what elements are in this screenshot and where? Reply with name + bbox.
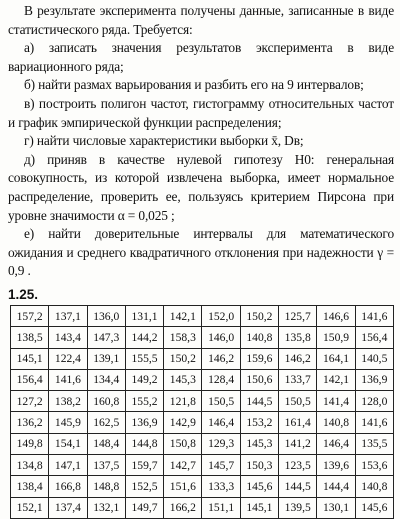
- table-cell: 156,4: [355, 327, 393, 348]
- table-cell: 146,4: [317, 433, 355, 454]
- table-cell: 134,8: [11, 454, 49, 475]
- table-cell: 150,3: [240, 454, 278, 475]
- table-cell: 145,3: [164, 369, 202, 390]
- table-cell: 150,8: [164, 433, 202, 454]
- table-cell: 155,5: [125, 348, 163, 369]
- data-table: [10, 305, 394, 519]
- table-cell: 128,0: [355, 391, 393, 412]
- table-cell: 145,6: [240, 476, 278, 497]
- table-cell: 151,1: [202, 497, 240, 518]
- table-cell: 139,1: [87, 348, 125, 369]
- table-cell: 152,5: [125, 476, 163, 497]
- table-cell: 146,0: [202, 327, 240, 348]
- table-cell: 155,2: [125, 391, 163, 412]
- table-cell: 150,5: [202, 391, 240, 412]
- table-cell: 122,4: [49, 348, 87, 369]
- table-cell: 148,8: [87, 476, 125, 497]
- table-cell: 153,6: [355, 454, 393, 475]
- task-e: д) приняв в качестве нулевой гипотезу H0: генеральная совокупность, из которой извлечена выборка, имеет нормальное распределение, проверить ее, пользуясь критерием Пирсона при уровне значимости α = 0,025 ;: [8, 151, 394, 223]
- table-cell: 147,1: [49, 454, 87, 475]
- table-cell: 136,9: [355, 369, 393, 390]
- table-cell: 144,4: [317, 476, 355, 497]
- table-cell: 158,3: [164, 327, 202, 348]
- table-cell: 140,8: [240, 327, 278, 348]
- table-cell: 161,4: [279, 412, 317, 433]
- table-row: [11, 369, 394, 390]
- table-cell: 159,7: [125, 454, 163, 475]
- task-c: в) построить полигон частот, гистограмму относительных частот и график эмпирической функции распределения;: [8, 95, 394, 130]
- table-cell: 140,5: [355, 348, 393, 369]
- task-b: б) найти размах варьирования и разбить его на 9 интервалов;: [24, 77, 364, 93]
- task-f: е) найти доверительные интервалы для математического ожидания и среднего квадратичного отклонения при надежности γ = 0,9 .: [8, 226, 394, 279]
- table-cell: 130,1: [317, 497, 355, 518]
- table-row: [11, 412, 394, 433]
- table-cell: 140,8: [355, 476, 393, 497]
- table-row: [11, 348, 394, 369]
- table-cell: 129,3: [202, 433, 240, 454]
- table-cell: 133,7: [279, 369, 317, 390]
- table-cell: 128,4: [202, 369, 240, 390]
- table-cell: 149,7: [125, 497, 163, 518]
- table-row: [11, 391, 394, 412]
- table-cell: 150,6: [240, 369, 278, 390]
- table-cell: 152,0: [202, 305, 240, 326]
- table-cell: 145,7: [202, 454, 240, 475]
- table-cell: 146,2: [279, 348, 317, 369]
- table-cell: 142,1: [317, 369, 355, 390]
- table-cell: 137,4: [49, 497, 87, 518]
- table-cell: 138,4: [11, 476, 49, 497]
- table-cell: 141,2: [279, 433, 317, 454]
- table-cell: 137,5: [87, 454, 125, 475]
- table-cell: 160,8: [87, 391, 125, 412]
- table-cell: 133,3: [202, 476, 240, 497]
- table-cell: 145,9: [49, 412, 87, 433]
- table-row: [11, 433, 394, 454]
- table-cell: 144,8: [125, 433, 163, 454]
- table-cell: 150,9: [317, 327, 355, 348]
- table-cell: 139,6: [317, 454, 355, 475]
- problem-number: 1.25.: [8, 286, 39, 302]
- table-cell: 152,1: [11, 497, 49, 518]
- table-cell: 148,4: [87, 433, 125, 454]
- table-cell: 150,2: [164, 348, 202, 369]
- table-cell: 132,1: [87, 497, 125, 518]
- table-cell: 149,8: [11, 433, 49, 454]
- table-row: [11, 497, 394, 518]
- table-cell: 138,5: [11, 327, 49, 348]
- table-cell: 145,1: [11, 348, 49, 369]
- table-cell: 157,2: [11, 305, 49, 326]
- table-row: [11, 454, 394, 475]
- table-cell: 141,6: [49, 369, 87, 390]
- table-cell: 139,5: [279, 497, 317, 518]
- table-cell: 142,9: [164, 412, 202, 433]
- table-cell: 141,6: [355, 305, 393, 326]
- table-cell: 145,3: [240, 433, 278, 454]
- table-cell: 136,2: [11, 412, 49, 433]
- table-cell: 136,9: [125, 412, 163, 433]
- table-cell: 145,6: [355, 497, 393, 518]
- table-cell: 159,6: [240, 348, 278, 369]
- table-cell: 121,8: [164, 391, 202, 412]
- table-cell: 125,7: [279, 305, 317, 326]
- table-cell: 162,5: [87, 412, 125, 433]
- table-cell: 135,5: [355, 433, 393, 454]
- table-cell: 154,1: [49, 433, 87, 454]
- task-d: г) найти числовые характеристики выборки x̄, Dв;: [24, 133, 304, 149]
- table-cell: 147,3: [87, 327, 125, 348]
- table-cell: 146,2: [202, 348, 240, 369]
- table-cell: 150,2: [240, 305, 278, 326]
- table-cell: 136,0: [87, 305, 125, 326]
- table-cell: 146,4: [202, 412, 240, 433]
- table-cell: 142,1: [164, 305, 202, 326]
- table-cell: 144,2: [125, 327, 163, 348]
- table-row: [11, 476, 394, 497]
- table-cell: 146,6: [317, 305, 355, 326]
- table-cell: 127,2: [11, 391, 49, 412]
- table-cell: 123,5: [279, 454, 317, 475]
- table-cell: 156,4: [11, 369, 49, 390]
- table-cell: 141,6: [355, 412, 393, 433]
- table-cell: 134,4: [87, 369, 125, 390]
- table-cell: 135,8: [279, 327, 317, 348]
- table-cell: 143,4: [49, 327, 87, 348]
- table-cell: 142,7: [164, 454, 202, 475]
- table-cell: 150,5: [279, 391, 317, 412]
- table-cell: 166,2: [164, 497, 202, 518]
- table-cell: 151,6: [164, 476, 202, 497]
- table-row: [11, 327, 394, 348]
- table-cell: 137,1: [49, 305, 87, 326]
- table-cell: 145,1: [240, 497, 278, 518]
- intro-paragraph: В результате эксперимента получены данные, записанные в виде статистического ряда. Требуется:: [8, 3, 394, 37]
- table-cell: 153,2: [240, 412, 278, 433]
- table-cell: 141,4: [317, 391, 355, 412]
- table-cell: 138,2: [49, 391, 87, 412]
- table-cell: 149,2: [125, 369, 163, 390]
- table-row: [11, 305, 394, 326]
- table-cell: 140,8: [317, 412, 355, 433]
- table-cell: 144,5: [240, 391, 278, 412]
- table-cell: 144,5: [279, 476, 317, 497]
- task-a: а) записать значения результатов эксперимента в виде вариационного ряда;: [8, 40, 394, 74]
- table-cell: 164,1: [317, 348, 355, 369]
- table-cell: 166,8: [49, 476, 87, 497]
- table-cell: 131,1: [125, 305, 163, 326]
